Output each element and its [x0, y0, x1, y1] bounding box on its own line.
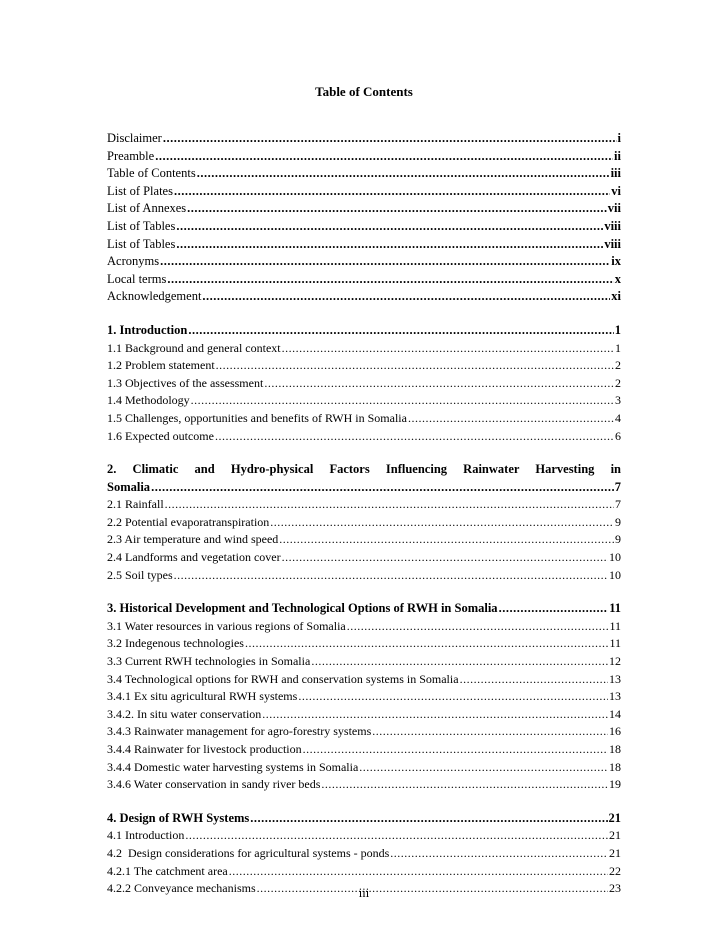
toc-entry-label: 2.3 Air temperature and wind speed: [107, 532, 279, 547]
toc-entry-label: Disclaimer: [107, 131, 162, 145]
toc-entry-label: 3.1 Water resources in various regions of Somalia: [107, 618, 346, 633]
toc-page-number: 9: [615, 514, 621, 529]
toc-page-number: 3: [615, 393, 621, 408]
toc-entry-label: 1. Introduction: [107, 322, 188, 337]
toc-entry-label: 3. Historical Development and Technological Options of RWH in Somalia: [107, 601, 498, 616]
toc-entry-label: 4.1 Introduction: [107, 828, 185, 843]
leader-dots: [245, 635, 608, 653]
toc-page-number: iii: [610, 166, 621, 181]
toc-page-number: 12: [609, 654, 621, 669]
toc-page-number: 10: [609, 567, 621, 582]
toc-entry-label: 1.1 Background and general context: [107, 340, 281, 355]
page-number: iii: [358, 886, 370, 900]
toc-entry[interactable]: [107, 200, 621, 218]
toc-entry[interactable]: [107, 635, 621, 653]
leader-dots: [282, 549, 608, 567]
toc-entry[interactable]: [107, 741, 621, 759]
toc-entry[interactable]: [107, 531, 621, 549]
toc-page-number: 2: [615, 358, 621, 373]
leader-dots: [216, 357, 614, 375]
toc-page-number: 19: [609, 777, 621, 792]
toc-entry[interactable]: [107, 218, 621, 236]
toc-page-number: 2: [615, 375, 621, 390]
toc-entry[interactable]: [107, 271, 621, 289]
toc-page-number: 18: [609, 759, 621, 774]
toc-page-number: viii: [604, 236, 621, 251]
toc-entry[interactable]: [107, 340, 621, 358]
toc-entry-label: 3.4 Technological options for RWH and conservation systems in Somalia: [107, 671, 459, 686]
toc-entry[interactable]: [107, 375, 621, 393]
toc-entry[interactable]: [107, 776, 621, 794]
leader-dots: [460, 671, 608, 689]
toc-entry[interactable]: [107, 863, 621, 881]
leader-dots: [187, 200, 607, 218]
leader-dots: [321, 776, 608, 794]
toc-entry-label: Local terms: [107, 271, 167, 286]
toc-page-number: viii: [604, 218, 621, 233]
leader-dots: [372, 723, 608, 741]
toc-entry-label: 1.5 Challenges, opportunities and benefits of RWH in Somalia: [107, 410, 407, 425]
toc-page-number: xi: [611, 289, 621, 304]
toc-chapter-heading[interactable]: [107, 600, 621, 618]
toc-entry[interactable]: [107, 549, 621, 567]
toc-entry-label: 3.4.3 Rainwater management for agro-forestry systems: [107, 724, 372, 739]
leader-dots: [250, 810, 607, 828]
toc-page-number: 16: [609, 724, 621, 739]
toc-page-number: 11: [609, 636, 621, 651]
toc-page-number: ix: [611, 254, 621, 269]
toc-page-number: 13: [609, 689, 621, 704]
leader-dots: [215, 428, 614, 446]
toc-page-number: 11: [609, 601, 621, 616]
toc-entry-label: 2.2 Potential evaporatranspiration: [107, 514, 270, 529]
toc-page-number: 11: [609, 618, 621, 633]
toc-entry-label: 4.2.2 Conveyance mechanisms: [107, 881, 256, 896]
toc-page-number: ii: [614, 148, 621, 163]
toc-entry-label: 2.1 Rainfall: [107, 497, 164, 512]
toc-entry[interactable]: [107, 428, 621, 446]
toc-entry-label: 1.4 Methodology: [107, 393, 190, 408]
toc-page-number: 21: [608, 810, 621, 825]
page-title: Table of Contents: [315, 84, 413, 99]
toc-page-number: 22: [609, 863, 621, 878]
toc-page-number: 6: [615, 428, 621, 443]
toc-chapter-heading[interactable]: [107, 461, 621, 496]
leader-dots: [264, 375, 614, 393]
toc-entry-label-continued: Somalia: [107, 479, 151, 494]
toc-entry[interactable]: [107, 496, 621, 514]
toc-page-number: 1: [614, 322, 621, 337]
toc-entry-label: 3.3 Current RWH technologies in Somalia: [107, 654, 311, 669]
toc-entry-label: 1.6 Expected outcome: [107, 428, 214, 443]
leader-dots: [270, 514, 614, 532]
toc-page-number: 10: [609, 550, 621, 565]
toc-entry[interactable]: [107, 706, 621, 724]
toc-page-number: 9: [615, 532, 621, 547]
toc-entry[interactable]: [107, 253, 621, 271]
toc-entry-label: Acknowledgement: [107, 289, 202, 304]
toc-chapter-heading[interactable]: [107, 322, 621, 340]
toc-entry[interactable]: [107, 288, 621, 306]
toc-entry[interactable]: [107, 759, 621, 777]
toc-entry[interactable]: [107, 671, 621, 689]
toc-entry-label: 1.2 Problem statement: [107, 358, 215, 373]
leader-dots: [176, 218, 603, 236]
leader-dots: [167, 271, 613, 289]
leader-dots: [155, 148, 613, 166]
toc-entry[interactable]: [107, 392, 621, 410]
toc-entry[interactable]: [107, 723, 621, 741]
toc-page-number: 14: [609, 706, 621, 721]
toc-entry-label: 1.3 Objectives of the assessment: [107, 375, 264, 390]
leader-dots: [174, 567, 608, 585]
toc-entry-label: 2. Climatic and Hydro-physical Factors Influencing Rainwater Harvesting in: [107, 462, 621, 477]
leader-dots: [174, 183, 610, 201]
toc-entry-label: 3.4.6 Water conservation in sandy river beds: [107, 777, 321, 792]
leader-dots: [229, 863, 608, 881]
toc-page-number: 7: [615, 497, 621, 512]
toc-page-number: vii: [607, 201, 621, 216]
toc-entry[interactable]: [107, 357, 621, 375]
leader-dots: [262, 706, 608, 724]
toc-entry-label: 4.2.1 The catchment area: [107, 863, 228, 878]
toc-page-number: 18: [609, 742, 621, 756]
leader-dots: [188, 322, 613, 340]
toc-entry[interactable]: [107, 130, 621, 148]
leader-dots: [165, 496, 614, 514]
toc-entry-label: 3.4.2. In situ water conservation: [107, 706, 262, 721]
toc-entry[interactable]: [107, 618, 621, 636]
leader-dots: [359, 759, 608, 777]
toc-page-number: 13: [609, 671, 621, 686]
leader-dots: [176, 236, 603, 254]
toc-entry-label: List of Plates: [107, 183, 173, 198]
toc-entry-label: 3.4.1 Ex situ agricultural RWH systems: [107, 689, 298, 704]
leader-dots: [499, 600, 609, 618]
toc-entry-label: 3.2 Indegenous technologies: [107, 636, 244, 651]
toc-entry-label: 3.4.4 Rainwater for livestock production: [107, 742, 302, 756]
table-of-contents: [107, 130, 621, 898]
toc-chapter-heading[interactable]: [107, 810, 621, 828]
leader-dots: [408, 410, 614, 428]
toc-entry-label: 4. Design of RWH Systems: [107, 810, 250, 825]
toc-entry[interactable]: [107, 148, 621, 166]
toc-entry[interactable]: [107, 567, 621, 585]
leader-dots: [151, 479, 614, 497]
toc-page-number: 23: [609, 881, 621, 896]
toc-entry-label: Preamble: [107, 148, 155, 163]
toc-entry-label: 2.4 Landforms and vegetation cover: [107, 550, 281, 565]
leader-dots: [282, 340, 614, 358]
leader-dots: [191, 392, 614, 410]
leader-dots: [390, 845, 608, 863]
toc-entry[interactable]: [107, 165, 621, 183]
toc-entry[interactable]: [107, 845, 621, 863]
toc-entry-label: 3.4.4 Domestic water harvesting systems in Somalia: [107, 759, 359, 774]
toc-entry-label: Acronyms: [107, 254, 160, 269]
leader-dots: [311, 653, 608, 671]
toc-page-number: 4: [615, 410, 621, 425]
leader-dots: [347, 618, 609, 636]
toc-page-number: 7: [614, 479, 621, 494]
toc-entry-label: List of Annexes: [107, 201, 187, 216]
toc-entry-label: 4.2 Design considerations for agricultural systems - ponds: [107, 845, 390, 860]
toc-entry-label: 2.5 Soil types: [107, 567, 173, 582]
toc-entry-label: List of Tables: [107, 218, 176, 233]
leader-dots: [185, 827, 608, 845]
toc-entry[interactable]: [107, 236, 621, 254]
toc-entry[interactable]: [107, 183, 621, 201]
leader-dots: [202, 288, 610, 306]
leader-dots: [163, 130, 617, 148]
toc-entry-label: Table of Contents: [107, 166, 196, 181]
toc-entry[interactable]: [107, 410, 621, 428]
toc-entry[interactable]: [107, 688, 621, 706]
toc-page-number: 1: [615, 340, 621, 355]
toc-page-number: x: [614, 271, 621, 286]
toc-page-number: 21: [609, 828, 621, 843]
toc-page-number: 21: [609, 845, 621, 860]
toc-entry[interactable]: [107, 827, 621, 845]
toc-page-number: i: [617, 131, 621, 145]
toc-entry-label: List of Tables: [107, 236, 176, 251]
leader-dots: [279, 531, 614, 549]
leader-dots: [197, 165, 610, 183]
toc-page-number: vi: [611, 183, 621, 198]
toc-entry[interactable]: [107, 653, 621, 671]
leader-dots: [303, 741, 608, 759]
leader-dots: [298, 688, 608, 706]
leader-dots: [160, 253, 610, 271]
toc-entry[interactable]: [107, 514, 621, 532]
